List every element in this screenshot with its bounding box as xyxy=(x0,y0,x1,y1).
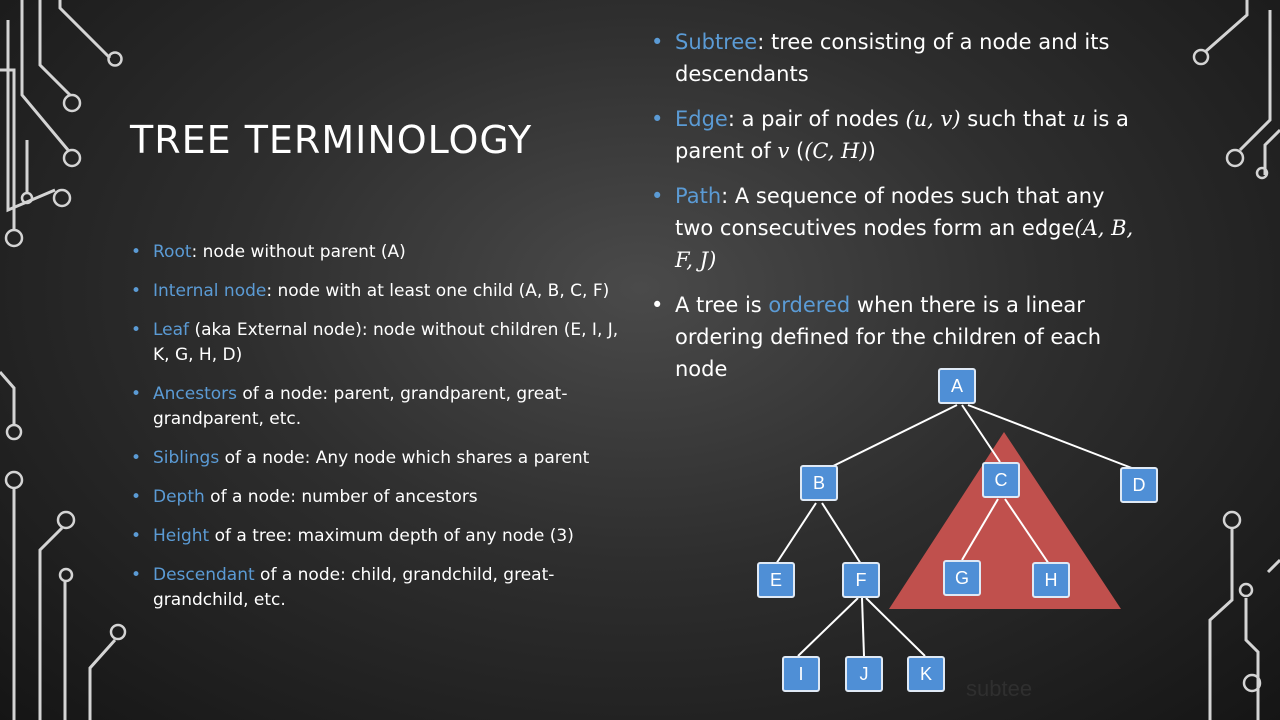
term-height: Height xyxy=(153,526,210,546)
edge-b-e xyxy=(776,503,816,564)
term-description: of a node: parent, grandparent, great-grandparent, etc. xyxy=(153,384,568,429)
subtree-caption: subtee xyxy=(966,676,1033,701)
term-description: ( xyxy=(789,139,805,163)
term-description: : node with at least one child (A, B, C, F) xyxy=(266,281,610,301)
term-description: : tree consisting of a node and its descendants xyxy=(675,30,1110,86)
math-expression: (C, H) xyxy=(804,139,868,163)
term-ancestors: Ancestors xyxy=(153,384,237,404)
tree-node-e: E xyxy=(757,562,795,598)
term-root: Root xyxy=(153,242,192,262)
term-path: Path xyxy=(675,184,722,208)
term-description: : node without parent (A) xyxy=(191,242,406,262)
subtree-triangle xyxy=(889,432,1121,609)
term-description: such that xyxy=(960,107,1073,131)
tree-node-k: K xyxy=(907,656,945,692)
term-description: of a node: child, grandchild, great-grandchild, etc. xyxy=(153,565,555,610)
tree-node-h: H xyxy=(1032,562,1070,598)
term-description: of a node: Any node which shares a parent xyxy=(219,448,590,468)
term-description: : a pair of nodes xyxy=(727,107,906,131)
page-title: TREE TERMINOLOGY xyxy=(130,118,533,162)
term-descendant: Descendant xyxy=(153,565,255,585)
term-edge: Edge xyxy=(675,107,728,131)
math-expression: u xyxy=(1072,107,1086,131)
term-internal-node: Internal node xyxy=(153,281,267,301)
tree-node-j: J xyxy=(845,656,883,692)
edge-a-b xyxy=(821,405,957,472)
term-description: (aka External node): node without children (E, I, J, K, G, H, D) xyxy=(153,320,619,365)
tree-node-g: G xyxy=(943,560,981,596)
tree-node-i: I xyxy=(782,656,820,692)
edge-f-i xyxy=(798,598,858,656)
term-description: of a tree: maximum depth of any node (3) xyxy=(209,526,574,546)
tree-node-d: D xyxy=(1120,467,1158,503)
term-leaf: Leaf xyxy=(153,320,190,340)
tree-node-c: C xyxy=(982,462,1020,498)
term-subtree: Subtree xyxy=(675,30,758,54)
edge-b-f xyxy=(822,503,861,564)
term-siblings: Siblings xyxy=(153,448,220,468)
math-expression: (u, v) xyxy=(905,107,961,131)
term-description: is a parent of xyxy=(675,107,1129,163)
tree-node-f: F xyxy=(842,562,880,598)
edge-f-j xyxy=(862,598,864,656)
term-description: when there is a linear ordering defined for the children of each node xyxy=(675,293,1102,381)
tree-node-a: A xyxy=(938,368,976,404)
tree-node-b: B xyxy=(800,465,838,501)
term-description: : A sequence of nodes such that any two consecutives nodes form an edge xyxy=(675,184,1105,240)
math-expression: (A, B, F, J) xyxy=(675,216,1134,272)
term-description: A tree is xyxy=(675,293,769,317)
term-ordered: ordered xyxy=(768,293,851,317)
edge-a-c xyxy=(962,405,1000,462)
term-depth: Depth xyxy=(153,487,205,507)
term-description: ) xyxy=(867,139,876,163)
term-description: of a node: number of ancestors xyxy=(204,487,478,507)
math-expression: v xyxy=(777,139,790,163)
